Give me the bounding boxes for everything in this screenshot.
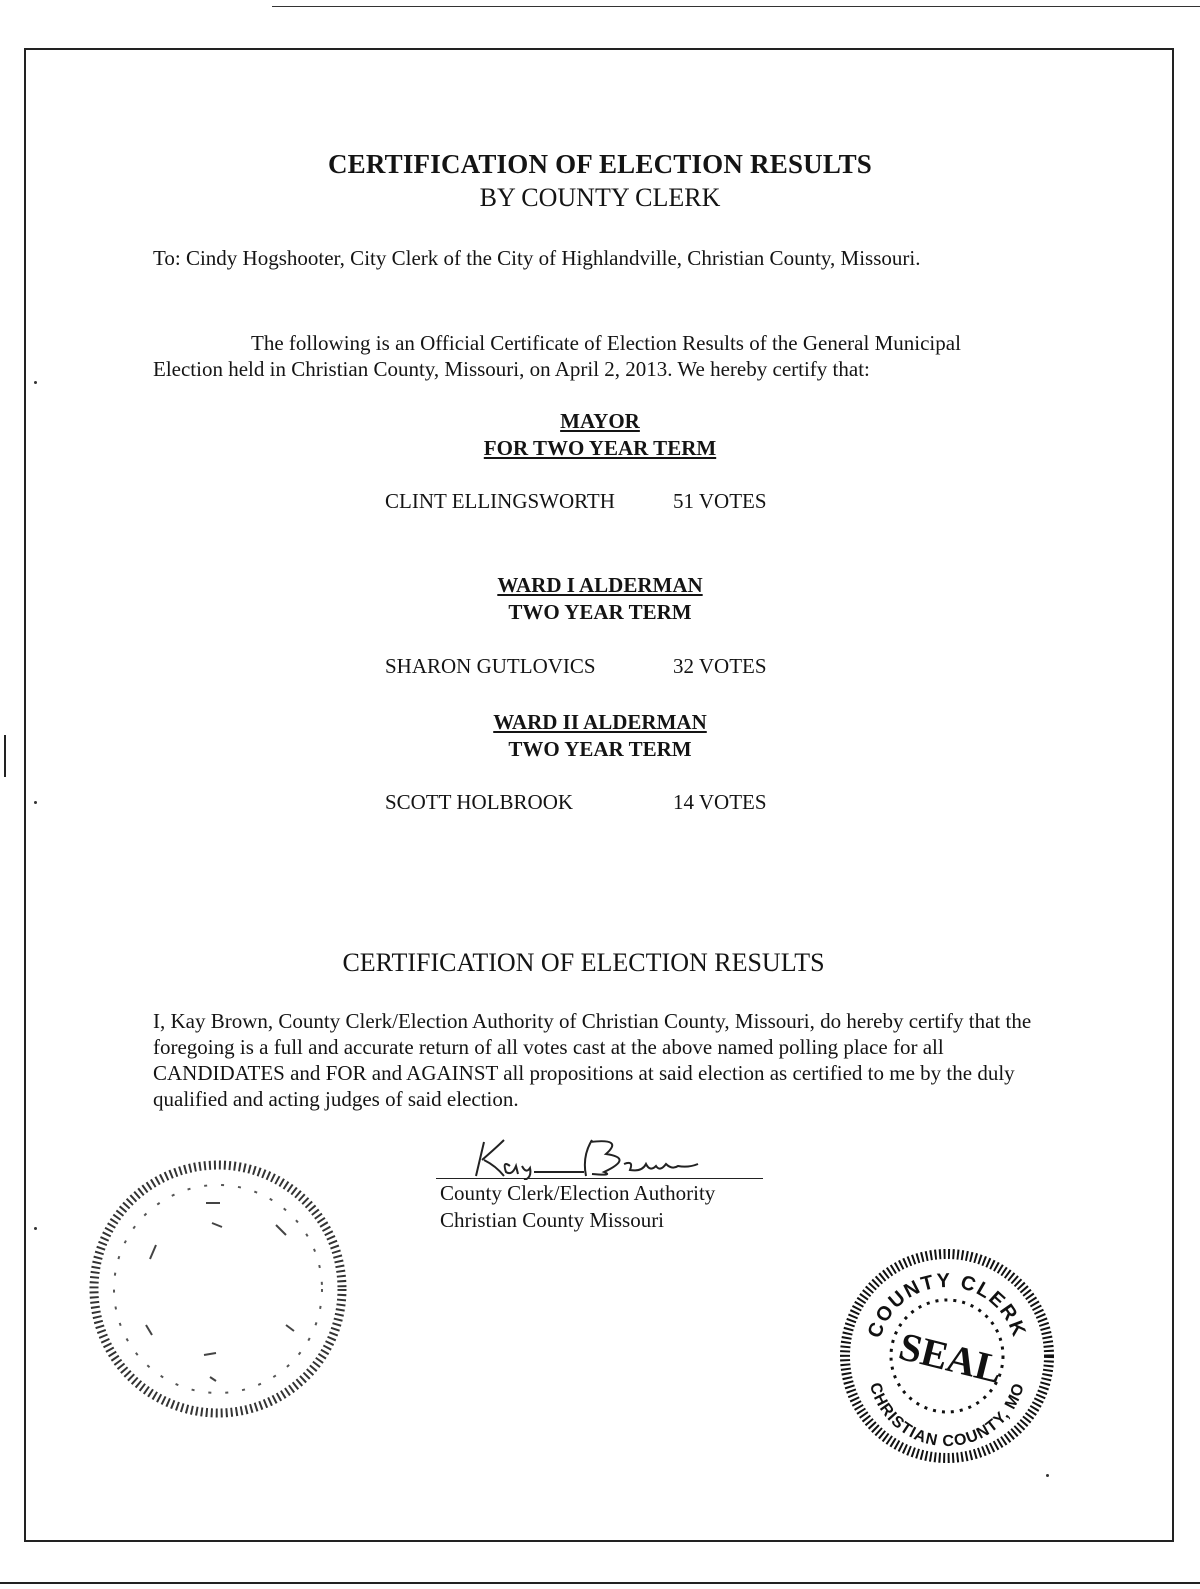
scan-speck — [1046, 1474, 1049, 1477]
race-heading-ward-1 — [0, 572, 1200, 626]
vote-count: 14 VOTES — [673, 790, 767, 814]
office-title: MAYOR — [560, 409, 640, 433]
office-title: WARD II ALDERMAN — [493, 710, 707, 734]
candidate-name: CLINT ELLINGSWORTH — [385, 489, 615, 513]
signer-office: Christian County Missouri — [440, 1208, 665, 1232]
signature-line — [436, 1178, 763, 1179]
seal-bottom-text: CHRISTIAN COUNTY, MO — [865, 1380, 1029, 1451]
county-clerk-seal — [838, 1247, 1056, 1465]
seal-center-text: SEAL — [894, 1323, 1007, 1393]
term-title: FOR TWO YEAR TERM — [483, 436, 717, 460]
document-title: CERTIFICATION OF ELECTION RESULTS — [327, 149, 873, 179]
certification-paragraph: I, Kay Brown, County Clerk/Election Authority of Christian County, Missouri, do hereby certify that the foregoing is a full and accurate return of all votes cast at the above named polling place for all CANDIDATES and FOR and AGAINST all propositions at said election as certified to me by the duly qualified and acting judges of said election. — [153, 1009, 1032, 1111]
candidate-name: SHARON GUTLOVICS — [385, 654, 596, 678]
candidate-name: SCOTT HOLBROOK — [385, 790, 574, 814]
race-heading-mayor — [0, 408, 1200, 462]
office-title: WARD I ALDERMAN — [497, 573, 703, 597]
scan-speck — [34, 1227, 37, 1230]
vote-count: 51 VOTES — [673, 489, 767, 513]
race-heading-ward-2 — [0, 709, 1200, 763]
vote-count: 32 VOTES — [673, 654, 767, 678]
top-scan-rule — [272, 6, 1200, 7]
intro-paragraph: The following is an Official Certificate of Election Results of the General Municipal Election held in Christian County, Missouri, on April 2, 2013. We hereby certify that: — [153, 331, 961, 381]
svg-text:COUNTY CLERK — [864, 1270, 1031, 1341]
result-row — [385, 489, 767, 514]
signer-title: County Clerk/Election Authority — [440, 1181, 716, 1205]
document-subtitle: BY COUNTY CLERK — [479, 183, 721, 212]
addressee-line: To: Cindy Hogshooter, City Clerk of the City of Highlandville, Christian County, Missouri. — [153, 246, 921, 270]
result-row — [385, 654, 767, 679]
term-title: TWO YEAR TERM — [508, 737, 692, 761]
embossed-seal — [86, 1155, 351, 1423]
certification-heading: CERTIFICATION OF ELECTION RESULTS — [342, 948, 825, 977]
scan-speck — [34, 801, 37, 804]
bottom-scan-rule — [0, 1582, 1200, 1584]
scan-speck — [34, 381, 37, 384]
result-row — [385, 790, 767, 815]
seal-top-text: COUNTY CLERK — [863, 1269, 1031, 1341]
term-title: TWO YEAR TERM — [508, 600, 692, 624]
